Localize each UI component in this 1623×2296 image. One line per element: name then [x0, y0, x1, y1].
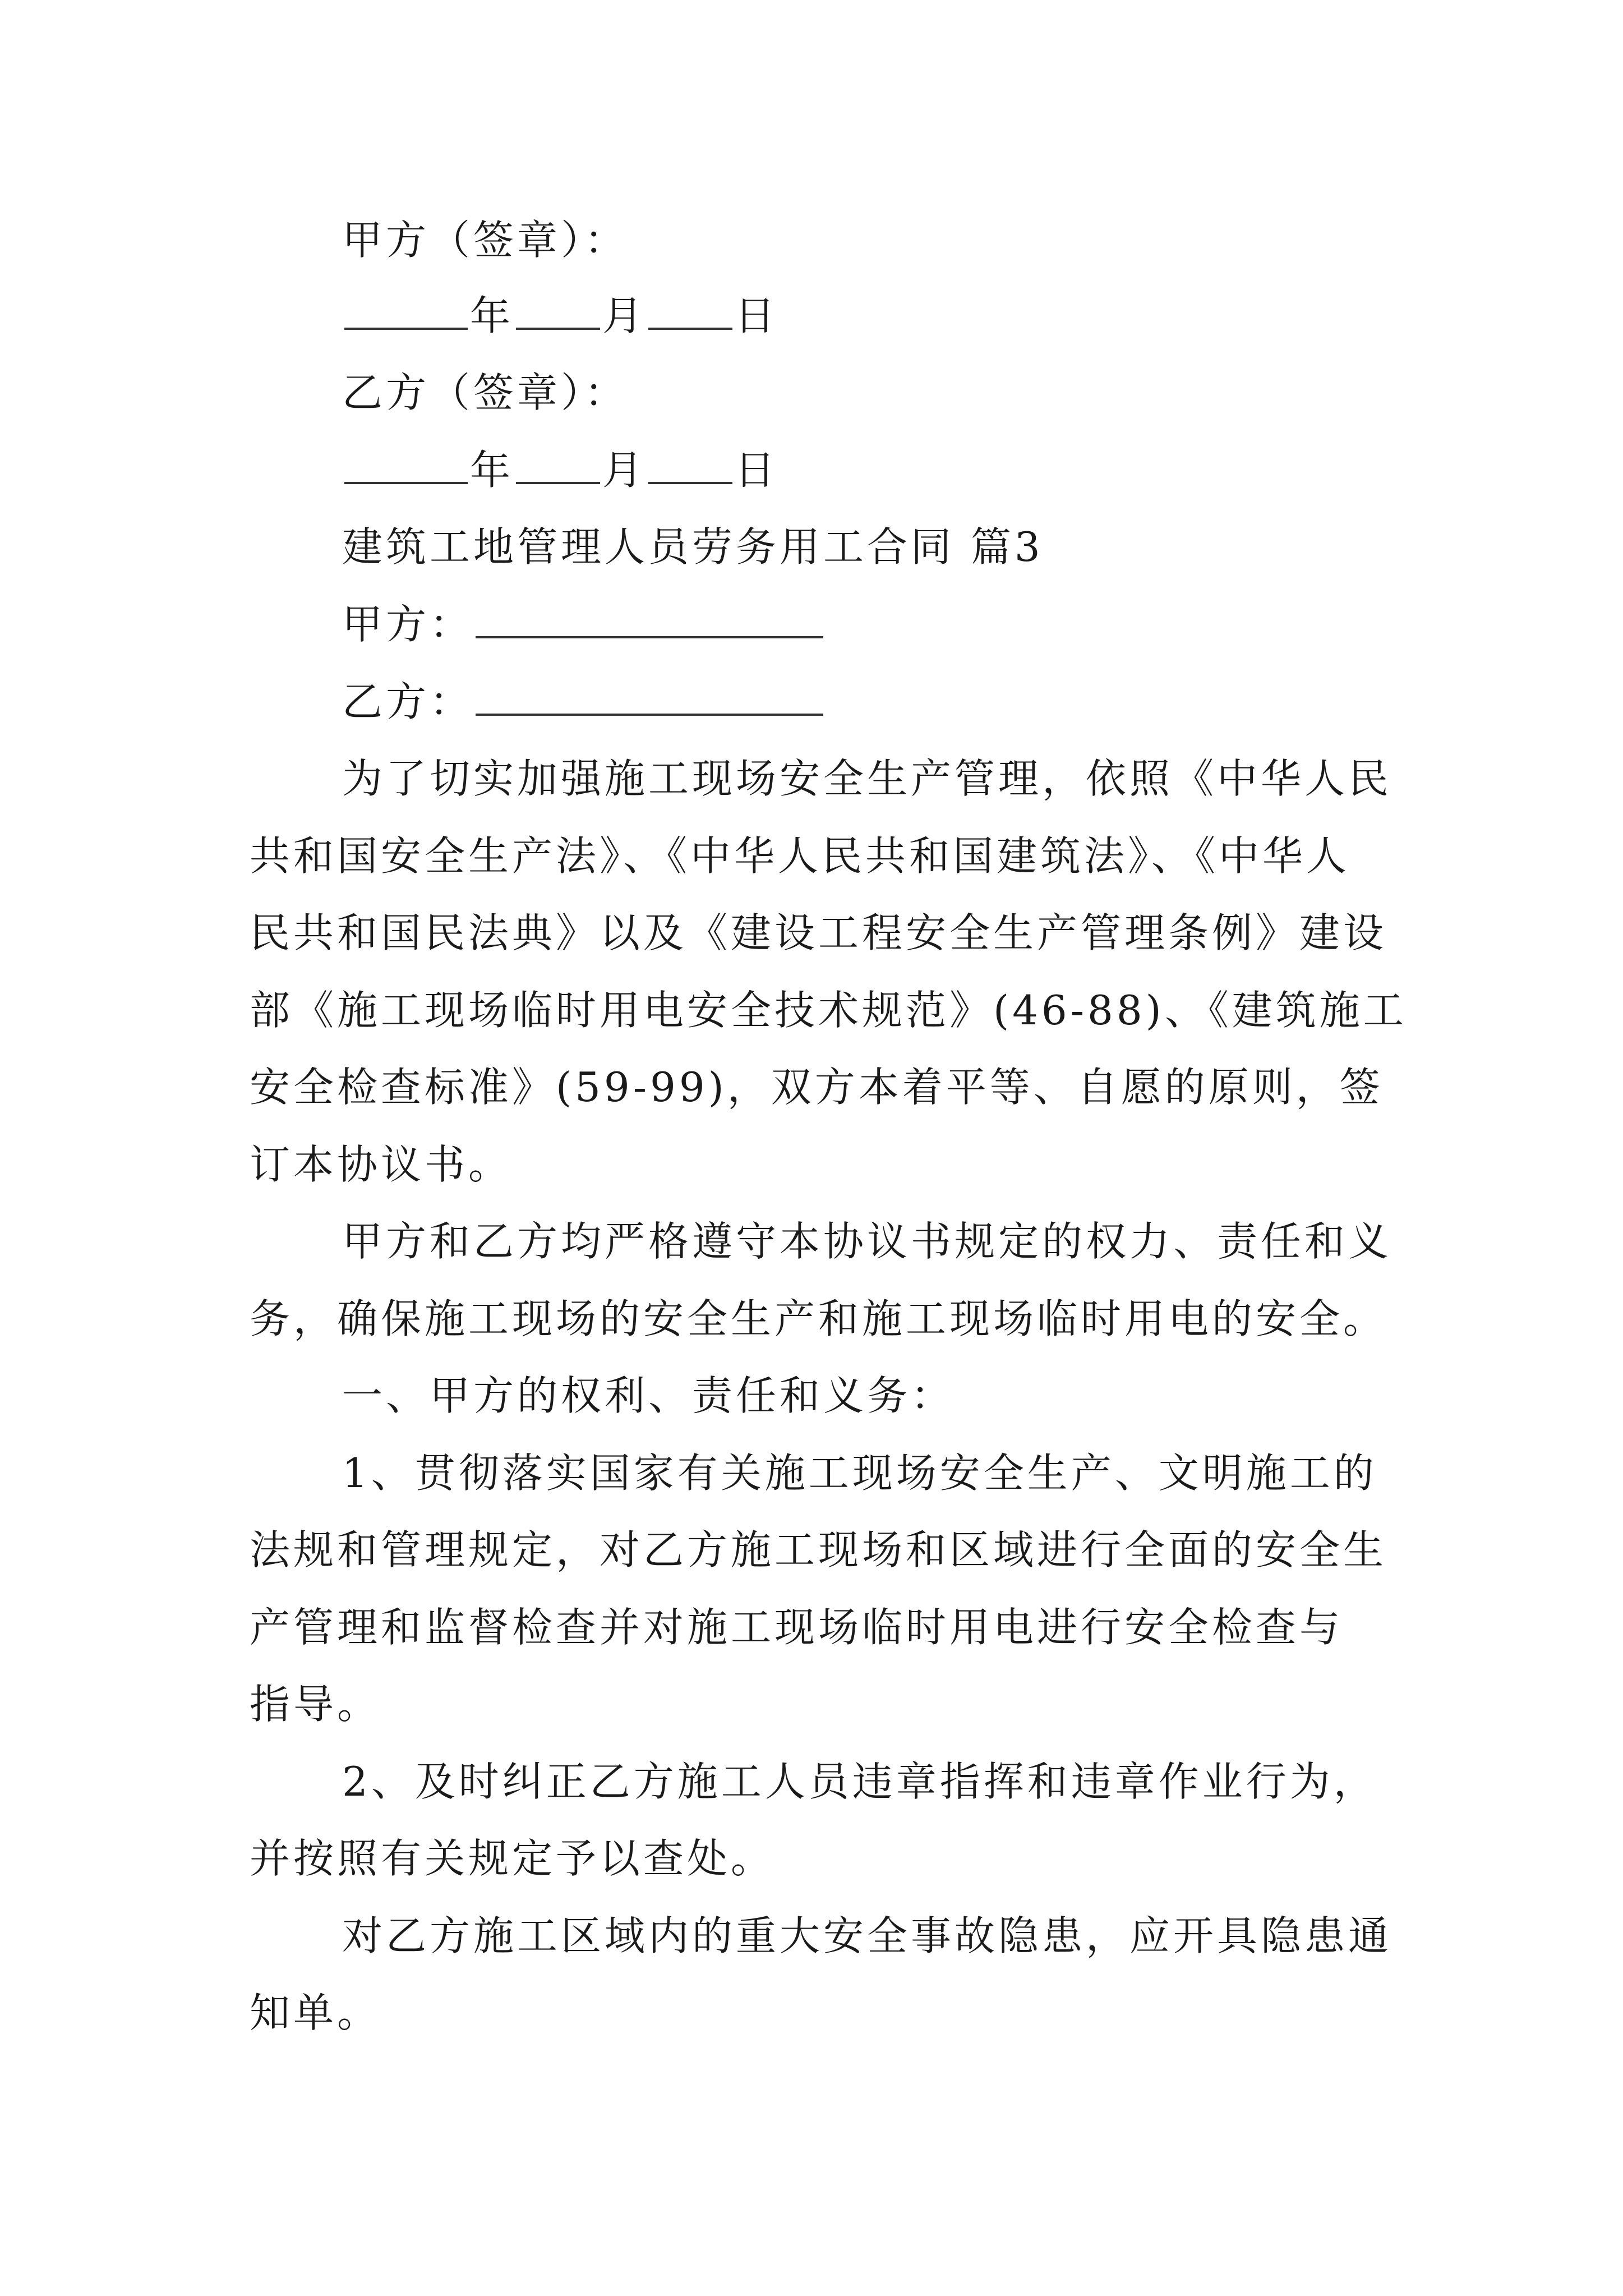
party-a-date-line — [342, 291, 1391, 341]
month-blank — [516, 293, 600, 330]
party-a-name-blank — [476, 601, 823, 638]
paragraph-text: 产管理和监督检查并对施工现场临时用电进行安全检查与 — [250, 1604, 1344, 1651]
paragraph-line — [250, 1987, 1388, 2038]
paragraph-line — [342, 753, 1391, 804]
day-blank — [648, 293, 732, 330]
party-b-name-blank — [476, 679, 823, 716]
paragraph-text: 订本协议书。 — [250, 1141, 513, 1188]
party-b-label: 乙方： — [342, 678, 474, 725]
paragraph-line — [250, 1679, 1388, 1729]
paragraph-text: 法规和管理规定，对乙方施工现场和区域进行全面的安全生 — [250, 1526, 1387, 1573]
day-label: 日 — [735, 447, 779, 494]
party-b-sign-text: 乙方（签章）： — [342, 369, 629, 416]
paragraph-line — [342, 1911, 1391, 1961]
paragraph-line — [250, 1525, 1388, 1575]
paragraph-line — [250, 1602, 1388, 1653]
paragraph-text: 知单。 — [250, 1989, 381, 2036]
year-blank — [344, 293, 468, 330]
party-b-signature-label — [342, 367, 1391, 418]
paragraph-text: 1、贯彻落实国家有关施工现场安全生产、文明施工的 — [342, 1450, 1377, 1497]
paragraph-line — [250, 1062, 1388, 1112]
year-label: 年 — [470, 447, 514, 494]
paragraph-text: 民共和国民法典》以及《建设工程安全生产管理条例》建设 — [250, 909, 1387, 956]
section-heading-text: 一、甲方的权利、责任和义务： — [342, 1372, 955, 1419]
paragraph-text: 并按照有关规定予以查处。 — [250, 1835, 775, 1882]
year-label: 年 — [470, 292, 514, 339]
party-b-field — [342, 677, 1391, 727]
paragraph-line — [342, 1216, 1391, 1267]
paragraph-text: 部《施工现场临时用电安全技术规范》(46-88)、《建筑施工 — [250, 987, 1407, 1034]
paragraph-text: 共和国安全生产法》、《中华人民共和国建筑法》、《中华人 — [250, 832, 1350, 880]
party-a-field — [342, 599, 1391, 650]
paragraph-text: 对乙方施工区域内的重大安全事故隐患，应开具隐患通 — [342, 1912, 1393, 1959]
month-label: 月 — [602, 447, 647, 494]
paragraph-text: 安全检查标准》(59-99)，双方本着平等、自愿的原则，签 — [250, 1064, 1384, 1111]
paragraph-text: 2、及时纠正乙方施工人员违章指挥和违章作业行为， — [342, 1758, 1377, 1805]
party-a-sign-text: 甲方（签章）： — [342, 217, 629, 264]
month-blank — [516, 447, 600, 484]
day-label: 日 — [735, 292, 779, 339]
day-blank — [648, 447, 732, 484]
paragraph-line — [342, 1448, 1391, 1498]
party-b-date-line — [342, 445, 1391, 495]
contract-heading — [342, 522, 1391, 572]
paragraph-line — [250, 1294, 1388, 1344]
paragraph-line — [250, 908, 1388, 958]
party-a-signature-label — [342, 215, 1391, 265]
paragraph-text: 务，确保施工现场的安全生产和施工现场临时用电的安全。 — [250, 1295, 1387, 1342]
section-heading — [342, 1370, 1391, 1421]
paragraph-text: 指导。 — [250, 1681, 381, 1728]
paragraph-line — [342, 1756, 1391, 1807]
paragraph-line — [250, 985, 1407, 1036]
paragraph-line — [250, 831, 1388, 881]
contract-heading-text: 建筑工地管理人员劳务用工合同 篇3 — [342, 523, 1044, 570]
paragraph-line — [250, 1139, 1388, 1190]
year-blank — [344, 447, 468, 484]
paragraph-text: 甲方和乙方均严格遵守本协议书规定的权力、责任和义 — [342, 1218, 1393, 1265]
paragraph-line — [250, 1833, 1388, 1884]
party-a-label: 甲方： — [342, 601, 474, 648]
month-label: 月 — [602, 292, 647, 339]
paragraph-text: 为了切实加强施工现场安全生产管理，依照《中华人民 — [342, 755, 1393, 802]
